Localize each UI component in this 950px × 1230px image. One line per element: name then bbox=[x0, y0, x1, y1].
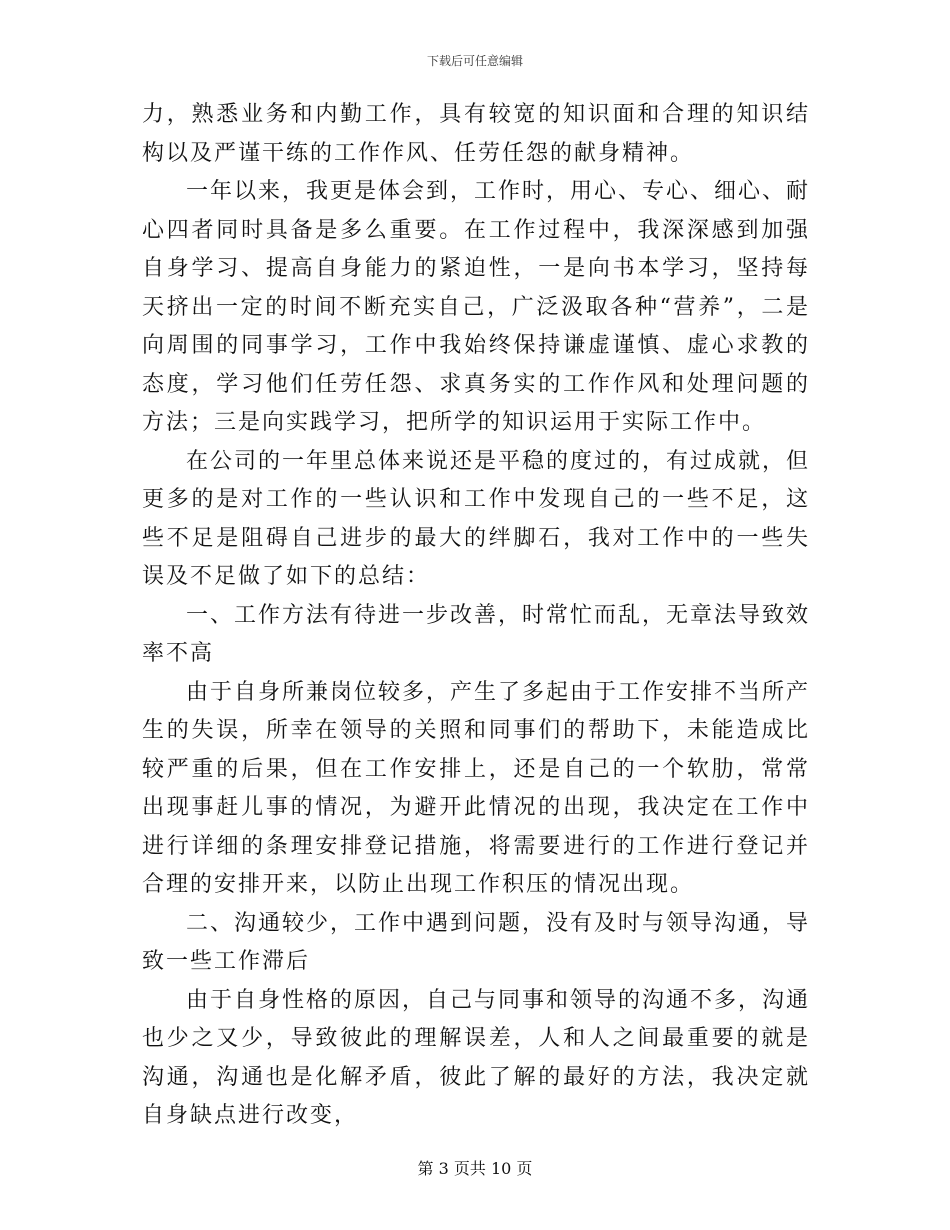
paragraph-communication: 由于自身性格的原因，自己与同事和领导的沟通不多，沟通也少之又少，导致彼此的理解误差，人和人之间最重要的就是沟通，沟通也是化解矛盾，彼此了解的最好的方法，我决定就自身缺点进行改变， bbox=[142, 987, 811, 1128]
section-heading-1: 一、工作方法有待进一步改善，时常忙而乱，无章法导致效率不高 bbox=[142, 602, 811, 666]
paragraph-work-method: 由于自身所兼岗位较多，产生了多起由于工作安排不当所产生的失误，所幸在领导的关照和同事们的帮助下，未能造成比较严重的后果，但在工作安排上，还是自己的一个软肋，常常出现事赶儿事的情况，为避开此情况的出现，我决定在工作中进行详细的条理安排登记措施，将需要进行的工作进行登记并合理的安排开来，以防止出现工作积压的情况出现。 bbox=[142, 679, 811, 897]
paragraph-learning: 一年以来，我更是体会到，工作时，用心、专心、细心、耐心四者同时具备是多么重要。在工作过程中，我深深感到加强自身学习、提高自身能力的紧迫性，一是向书本学习，坚持每天挤出一定的时间不断充实自己，广泛汲取各种“营养”，二是向周围的同事学习，工作中我始终保持谦虚谨慎、虚心求教的态度，学习他们任劳任怨、求真务实的工作作风和处理问题的方法；三是向实践学习，把所学的知识运用于实际工作中。 bbox=[142, 179, 811, 435]
section-heading-2: 二、沟通较少，工作中遇到问题，没有及时与领导沟通，导致一些工作滞后 bbox=[142, 910, 811, 974]
page-header: 下载后可任意编辑 bbox=[426, 54, 523, 68]
paragraph-summary-intro: 在公司的一年里总体来说还是平稳的度过的，有过成就，但更多的是对工作的一些认识和工作中发现自己的一些不足，这些不足是阻碍自己进步的最大的绊脚石，我对工作中的一些失误及不足做了如下的总结： bbox=[142, 448, 811, 589]
page-footer: 第 3 页共 10 页 bbox=[417, 1159, 533, 1178]
paragraph-continuation: 力，熟悉业务和内勤工作，具有较宽的知识面和合理的知识结构以及严谨干练的工作作风、任劳任怨的献身精神。 bbox=[142, 102, 810, 166]
document-body bbox=[142, 96, 810, 1136]
